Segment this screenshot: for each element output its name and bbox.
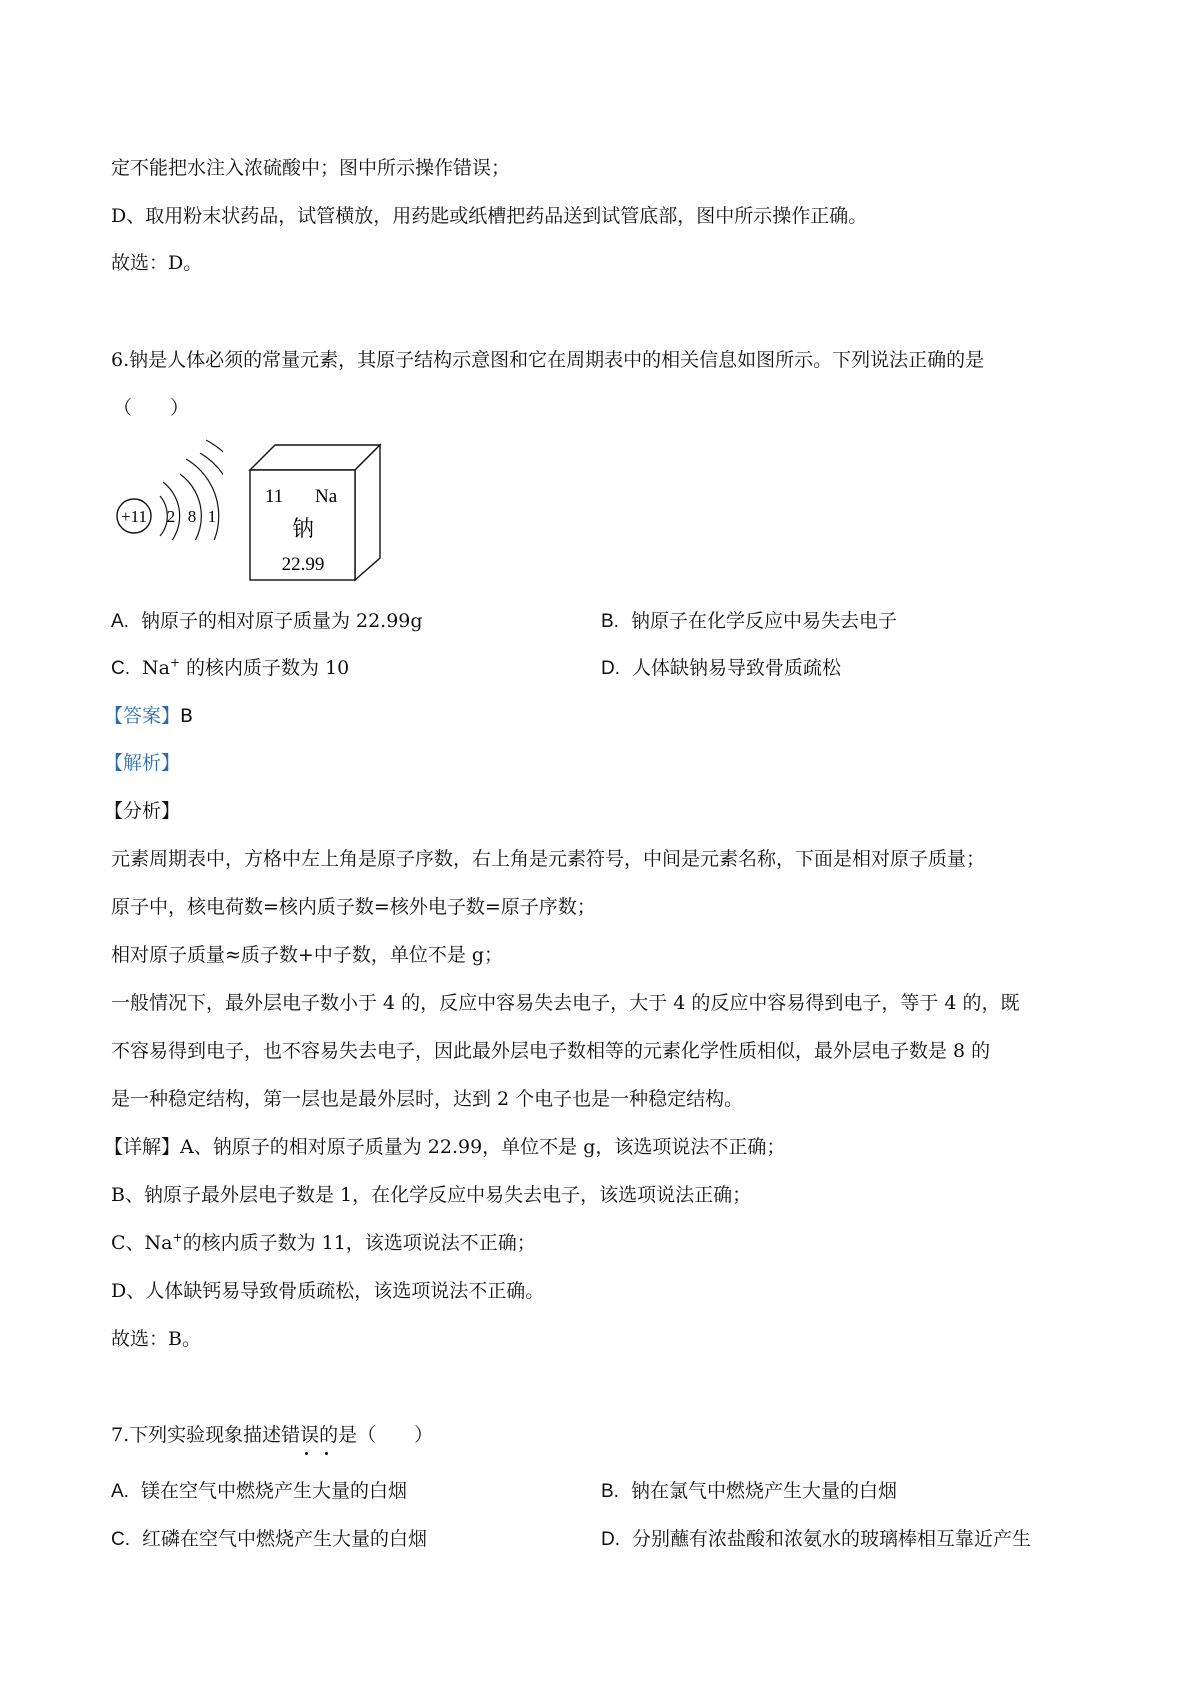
option-text: 钠原子的相对原子质量为 22.99g xyxy=(140,610,423,632)
analysis-line-4: 一般情况下，最外层电子数小于 4 的，反应中容易失去电子，大于 4 的反应中容易得到电子，等于 4 的，既 xyxy=(111,992,1020,1014)
option-label: C. xyxy=(111,658,130,679)
q6-stem: 6.钠是人体必须的常量元素，其原子结构示意图和它在周期表中的相关信息如图所示。下列说法正确的是 xyxy=(111,349,985,371)
detail-text: C、Na xyxy=(111,1232,173,1254)
q7-option-b[interactable] xyxy=(601,1479,897,1504)
answer-value: B xyxy=(180,705,194,727)
detail-text: 的核内质子数为 11，该选项说法不正确； xyxy=(182,1232,536,1254)
element-card xyxy=(248,443,383,583)
option-text: 红磷在空气中燃烧产生大量的白烟 xyxy=(142,1528,428,1550)
answer-line xyxy=(104,704,193,728)
shell-arc-3 xyxy=(200,453,223,540)
q7-option-a[interactable] xyxy=(111,1479,407,1504)
q6-conclusion: 故选：B。 xyxy=(111,1328,201,1350)
ion-charge: + xyxy=(169,655,181,670)
option-label: B. xyxy=(601,611,619,632)
atomic-mass: 22.99 xyxy=(281,554,325,575)
analysis-line-5: 不容易得到电子，也不容易失去电子，因此最外层电子数相等的元素化学性质相似，最外层电子数是 8 的 xyxy=(111,1040,991,1062)
option-text: 钠在氯气中燃烧产生大量的白烟 xyxy=(630,1480,897,1502)
option-label: D. xyxy=(601,658,620,679)
atom-structure-diagram xyxy=(108,425,223,540)
ion-charge: + xyxy=(172,1230,183,1245)
shell-electrons-2: 8 xyxy=(187,507,197,526)
q6-option-d[interactable] xyxy=(601,656,841,681)
q6-option-c[interactable] xyxy=(111,656,349,681)
option-label: D. xyxy=(601,1529,620,1550)
shell-electrons-3: 1 xyxy=(207,507,217,526)
jiexi-tag: 【解析】 xyxy=(104,752,181,774)
q7-stem xyxy=(111,1423,433,1447)
detail-tag: 【详解】 xyxy=(104,1136,181,1158)
shell-arc-2b xyxy=(186,459,219,540)
option-text: 的核内质子数为 10 xyxy=(180,657,350,679)
detail-line-a xyxy=(104,1135,785,1159)
element-name: 钠 xyxy=(291,516,315,541)
option-label: C. xyxy=(111,1529,130,1550)
option-text: 镁在空气中燃烧产生大量的白烟 xyxy=(140,1480,407,1502)
q6-option-a[interactable] xyxy=(111,609,423,634)
q6-paren: （ ） xyxy=(113,397,190,419)
q7-option-c[interactable] xyxy=(111,1527,427,1552)
analysis-line-3: 相对原子质量≈质子数+中子数，单位不是 g； xyxy=(111,944,504,966)
q7-option-d[interactable] xyxy=(601,1527,1031,1552)
atomic-number: 11 xyxy=(265,486,284,507)
answer-tag: 【答案】 xyxy=(104,705,181,727)
option-label: A. xyxy=(111,1481,129,1502)
analysis-line-1: 元素周期表中，方格中左上角是原子序数，右上角是元素符号，中间是元素名称，下面是相对原子质量； xyxy=(111,848,986,870)
q6-option-b[interactable] xyxy=(601,609,897,634)
q7-stem-end: 的是（ ） xyxy=(319,1424,434,1446)
q7-stem-start: 7.下列实验现象描述 xyxy=(111,1424,282,1446)
q7-stem-emphasis: 错误 xyxy=(281,1424,320,1446)
nucleus-charge: +11 xyxy=(121,507,147,526)
analysis-line-2: 原子中，核电荷数=核内质子数=核外电子数=原子序数； xyxy=(111,896,596,918)
fenxi-tag: 【分析】 xyxy=(104,800,181,822)
option-text: 分别蘸有浓盐酸和浓氨水的玻璃棒相互靠近产生 xyxy=(632,1528,1032,1550)
prev-line-2: D、取用粉末状药品，试管横放，用药匙或纸槽把药品送到试管底部，图中所示操作正确。 xyxy=(111,205,868,227)
option-label: A. xyxy=(111,611,129,632)
prev-line-1: 定不能把水注入浓硫酸中；图中所示操作错误； xyxy=(111,157,511,179)
detail-text: A、钠原子的相对原子质量为 22.99，单位不是 g，该选项说法不正确； xyxy=(180,1136,786,1158)
option-label: B. xyxy=(601,1481,619,1502)
option-text-ion: Na xyxy=(142,657,170,679)
option-text: 人体缺钠易导致骨质疏松 xyxy=(632,657,842,679)
emphasis-dot xyxy=(305,1452,308,1455)
detail-line-c xyxy=(111,1231,536,1255)
detail-line-b: B、钠原子最外层电子数是 1，在化学反应中易失去电子，该选项说法正确； xyxy=(111,1184,752,1206)
prev-conclusion: 故选：D。 xyxy=(111,252,203,274)
detail-line-d: D、人体缺钙易导致骨质疏松，该选项说法不正确。 xyxy=(111,1280,545,1302)
emphasis-dot xyxy=(325,1452,328,1455)
shell-electrons-1: 2 xyxy=(166,507,176,526)
option-text: 钠原子在化学反应中易失去电子 xyxy=(630,610,897,632)
analysis-line-6: 是一种稳定结构，第一层也是最外层时，达到 2 个电子也是一种稳定结构。 xyxy=(111,1088,744,1110)
element-symbol: Na xyxy=(315,486,338,507)
